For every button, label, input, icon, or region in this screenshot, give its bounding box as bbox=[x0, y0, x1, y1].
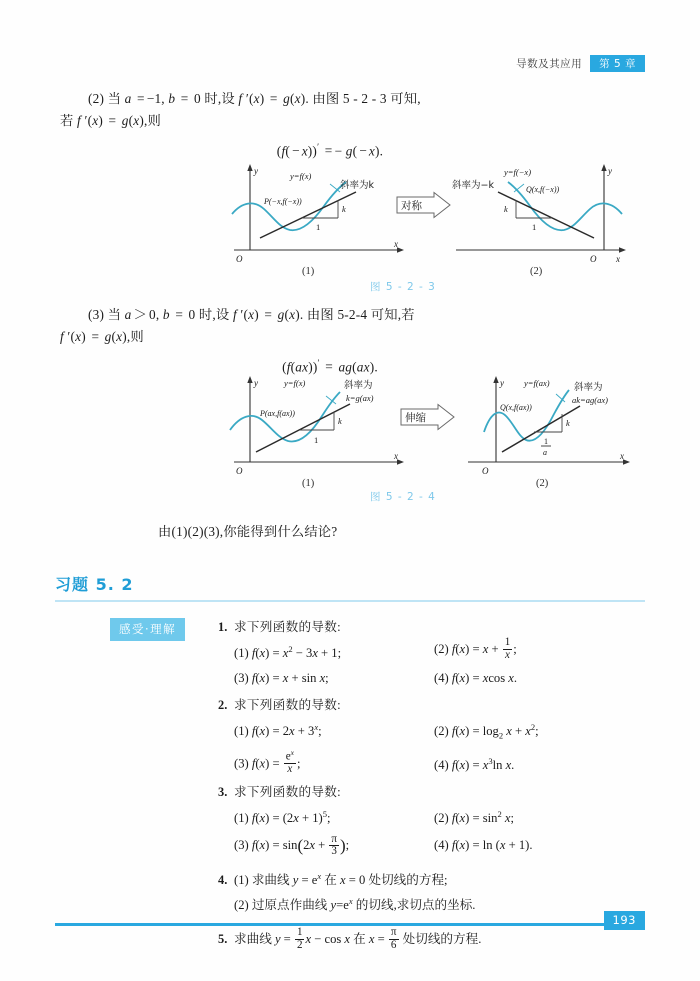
figure-5-2-3-p1-run-label: 1 bbox=[316, 222, 321, 232]
figure-5-2-3-p2-axis-x: x bbox=[616, 254, 620, 264]
figure-5-2-4-p2-point-label: Q(x,f(ax)) bbox=[500, 403, 532, 412]
page-number: 193 bbox=[604, 911, 645, 930]
exercise-1-title: 求下列函数的导数: bbox=[234, 620, 341, 634]
figure-5-2-4-p1-run-label: 1 bbox=[314, 435, 319, 445]
exercise-5-number: 5. bbox=[218, 931, 228, 946]
formula-item2: (f( − x))′ = − g( − x). bbox=[276, 142, 384, 159]
figure-5-2-4-p1-slope-label-2: k=g(ax) bbox=[346, 393, 374, 403]
figure-5-2-3-p2-run-label: 1 bbox=[532, 222, 537, 232]
figure-5-2-3-p1-axis-y: y bbox=[254, 166, 258, 176]
figure-5-2-3-caption: 图 5 - 2 - 3 bbox=[370, 281, 436, 293]
figure-5-2-4-caption: 图 5 - 2 - 4 bbox=[370, 491, 436, 503]
figure-5-2-3-p2-number: (2) bbox=[530, 266, 543, 277]
exercise-3-subitems bbox=[234, 802, 638, 860]
exercise-3-sub-4: (4) f(x) = ln (x + 1). bbox=[434, 838, 533, 853]
figure-5-2-4-p1-point-label: P(ax,f(ax)) bbox=[260, 409, 295, 418]
figure-5-2-3-p2-point-label: Q(x,f(−x)) bbox=[526, 185, 560, 194]
figure-5-2-4-p2-slope-label-1: 斜率为 bbox=[574, 382, 603, 393]
figure-5-2-4-panel-2 bbox=[458, 374, 638, 489]
figure-5-2-3-p2-curve-label: y=f(−x) bbox=[504, 167, 532, 177]
figure-5-2-4-panel-1-svg bbox=[228, 374, 408, 479]
exercise-1-sub-3: (3) f(x) = x + sin x; bbox=[234, 671, 329, 686]
figure-5-2-3-p1-origin: O bbox=[236, 254, 243, 264]
figure-5-2-3-panel-2 bbox=[452, 162, 632, 277]
figure-5-2-4-p1-origin: O bbox=[236, 466, 243, 476]
exercise-2-title: 求下列函数的导数: bbox=[234, 698, 341, 713]
figure-5-2-3-panel-1-svg bbox=[228, 162, 408, 267]
figure-5-2-4-p2-slope-label-2: ak=ag(ax) bbox=[572, 395, 608, 405]
running-head-title: 导数及其应用 bbox=[516, 58, 583, 70]
figure-5-2-3-p2-rise-label: k bbox=[504, 204, 508, 214]
figure-5-2-4-p2-origin: O bbox=[482, 466, 489, 476]
exercises-heading: 习题 5. 2 bbox=[55, 575, 134, 594]
figure-5-2-3-p2-origin: O bbox=[590, 254, 597, 264]
figure-5-2-4-p2-run-num: 1 bbox=[544, 437, 548, 446]
paragraph-item2-line1: (2) 当 a = −1, b = 0 时,设 f ′(x) = g(x). 由图 5 - 2 - 3 可知, bbox=[88, 91, 421, 106]
figure-5-2-4-p2-number: (2) bbox=[536, 478, 549, 489]
closing-question: 由(1)(2)(3),你能得到什么结论? bbox=[158, 524, 338, 539]
figure-5-2-3-p2-axis-y: y bbox=[608, 166, 612, 176]
exercise-4-line-2: (2) 过原点作曲线 $y=e^x$ 的切线,求切点的坐标. bbox=[234, 896, 476, 913]
exercise-3-title: 求下列函数的导数: bbox=[234, 785, 341, 800]
figure-5-2-4-p2-run-den: a bbox=[543, 448, 547, 457]
figure-5-2-3-p1-curve-label: y=f(x) bbox=[290, 171, 312, 181]
exercise-list bbox=[218, 617, 638, 956]
figure-5-2-3-p2-slope-label: 斜率为−k bbox=[452, 180, 494, 191]
exercise-2-sub-3: (3) f(x) = $\frac{e^x}{x}$ ; bbox=[234, 747, 301, 776]
figure-5-2-4-p1-rise-label: k bbox=[338, 416, 342, 426]
figure-5-2-4-p1-slope-label-1: 斜率为 bbox=[344, 380, 373, 391]
figure-5-2-3-arrow-label: 对称 bbox=[401, 200, 422, 212]
figure-5-2-4-p1-axis-y: y bbox=[254, 378, 258, 388]
exercise-1-number: 1. bbox=[218, 620, 228, 634]
exercise-item-4 bbox=[218, 866, 638, 916]
exercise-4-line-1: (1) 求曲线 $y = e^x$ 在 x = 0 处切线的方程; bbox=[234, 871, 448, 888]
exercise-2-number: 2. bbox=[218, 698, 228, 713]
exercise-1-sub-1: (1) $f(x) = x^2 - 3x + 1$; bbox=[234, 644, 342, 661]
paragraph-item3-line1: (3) 当 a ＞ 0, b = 0 时,设 f ′(x) = g(x). 由图 5-2-4 可知,若 bbox=[88, 307, 415, 322]
exercise-4-number: 4. bbox=[218, 873, 228, 888]
exercise-5-title: 求曲线 y = $\frac{1}{2}$ x − cos x 在 x = $\frac{\pi}{6}$ 处切线的方程. bbox=[234, 926, 482, 951]
running-head bbox=[516, 55, 645, 72]
exercise-2-sub-2: (2) $f(x) = \log_2 x + x^2$; bbox=[434, 722, 539, 741]
exercise-item-3 bbox=[218, 782, 638, 860]
exercise-3-sub-1: (1) $f(x) = (2x + 1)^5$; bbox=[234, 809, 331, 826]
figure-5-2-4-p1-axis-x: x bbox=[394, 451, 398, 461]
exercises-category-tag: 感受·理解 bbox=[110, 618, 185, 641]
exercise-2-sub-1: (1) $f(x) = 2x + 3^x$; bbox=[234, 722, 322, 739]
formula-item3: (f(ax))′ = ag(ax). bbox=[282, 358, 378, 375]
figure-5-2-3-p1-point-label: P(−x,f(−x)) bbox=[264, 197, 302, 206]
exercises-heading-rule bbox=[55, 600, 645, 602]
exercise-item-2 bbox=[218, 695, 638, 778]
figure-5-2-3-arrow bbox=[396, 192, 452, 218]
exercise-item-5 bbox=[218, 927, 638, 952]
footer-rule bbox=[55, 923, 645, 926]
figure-5-2-4-p1-number: (1) bbox=[302, 478, 315, 489]
exercise-1-sub-4: (4) f(x) = xcos x. bbox=[434, 671, 518, 686]
exercise-4-line-2-wrap bbox=[234, 890, 638, 916]
figure-5-2-3-panel-1 bbox=[228, 162, 408, 277]
figure-5-2-3-p1-rise-label: k bbox=[342, 204, 346, 214]
figure-5-2-4-p1-curve-label: y=f(x) bbox=[284, 378, 306, 388]
figure-5-2-4-arrow-svg bbox=[400, 404, 456, 430]
paragraph-item2-line2: 若 f ′(x) = g(x),则 bbox=[60, 113, 161, 128]
figure-5-2-3-p1-axis-x: x bbox=[394, 239, 398, 249]
figure-5-2-4-p2-rise-label: k bbox=[566, 418, 570, 428]
paragraph-item3-line2: f ′(x) = g(x),则 bbox=[60, 329, 144, 344]
figure-5-2-3-arrow-svg bbox=[396, 192, 452, 218]
figure-5-2-4-p2-curve-label: y=f(ax) bbox=[524, 378, 550, 388]
exercise-item-1 bbox=[218, 617, 638, 691]
exercise-1-sub-2: (2) f(x) = x + $\frac{1}{x}$ ; bbox=[434, 636, 517, 661]
figure-5-2-4-panel-2-svg bbox=[458, 374, 638, 479]
figure-5-2-4-arrow-label: 伸缩 bbox=[405, 412, 426, 424]
figure-5-2-3-panel-2-svg bbox=[452, 162, 632, 267]
exercise-2-sub-4: (4) $f(x) = x^3\ln$ x. bbox=[434, 755, 515, 773]
figure-5-2-4-p2-axis-y: y bbox=[500, 378, 504, 388]
exercise-3-sub-3: (3) f(x) = sin(2x + $\frac{\pi}{3}$ ); bbox=[234, 832, 350, 858]
chapter-badge: 第 5 章 bbox=[590, 55, 645, 72]
exercise-3-sub-2: (2) $f(x) = \sin^2 x$; bbox=[434, 809, 514, 826]
exercise-2-subitems bbox=[234, 715, 638, 778]
figure-5-2-4-p2-axis-x: x bbox=[620, 451, 624, 461]
figure-5-2-4-panel-1 bbox=[228, 374, 408, 489]
exercise-3-number: 3. bbox=[218, 785, 228, 800]
exercise-1-subitems bbox=[234, 637, 638, 691]
figure-5-2-3-p1-slope-label: 斜率为k bbox=[340, 180, 375, 191]
figure-5-2-3-p1-number: (1) bbox=[302, 266, 315, 277]
figure-5-2-4-arrow bbox=[400, 404, 456, 430]
